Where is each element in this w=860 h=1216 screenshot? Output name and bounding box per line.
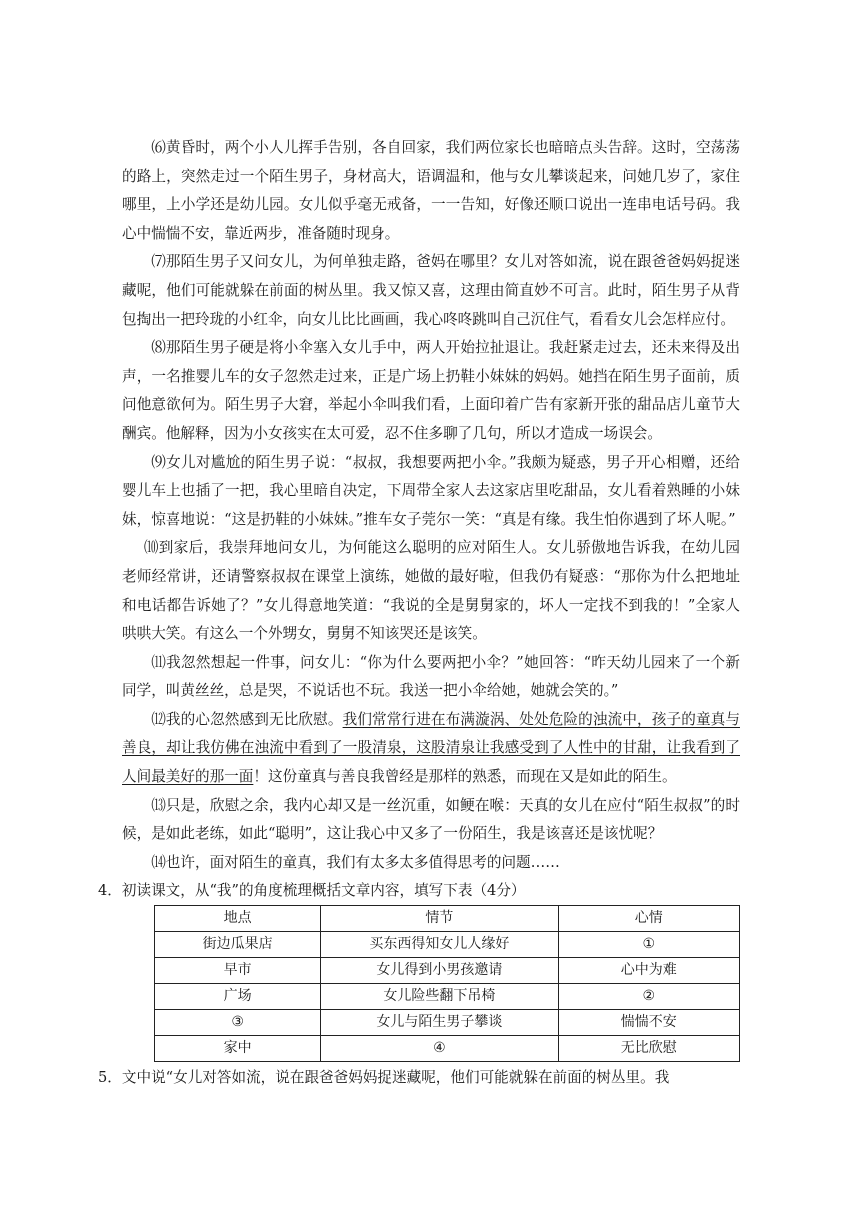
table-cell: 女儿险些翻下吊椅 [321, 984, 558, 1010]
table-cell: 家中 [155, 1036, 321, 1062]
table-cell: 广场 [155, 984, 321, 1010]
table-row [155, 1036, 740, 1062]
header-location: 地点 [155, 906, 321, 932]
table-cell: 街边瓜果店 [155, 932, 321, 958]
paragraph-12-lead: ⑿我的心忽然感到无比欣慰。 [151, 710, 343, 728]
summary-table [154, 905, 740, 1062]
paragraph-11: ⑾我忽然想起一件事，问女儿：“你为什么要两把小伞？”她回答：“昨天幼儿园来了一个新同学，叫黄丝丝，总是哭，不说话也不玩。我送一把小伞给她，她就会笑的。” [122, 653, 740, 700]
paragraph-9: ⑼女儿对尴尬的陌生男子说：“叔叔，我想要两把小伞。”我颇为疑惑，男子开心相赠，还给婴儿车上也插了一把，我心里暗自决定，下周带全家人去这家店里吃甜品，女儿看着熟睡的小妹妹，惊喜地说：“这是扔鞋的小妹妹。”推车女子莞尔一笑：“真是有缘。我生怕你遇到了坏人呢。” [122, 453, 740, 528]
table-row [155, 984, 740, 1010]
paragraph-12-tail: ！这份童真与善良我曾经是那样的熟悉，而现在又是如此的陌生。 [253, 768, 677, 786]
paragraph-13: ⒀只是，欣慰之余，我内心却又是一丝沉重，如鲠在喉：天真的女儿在应付“陌生叔叔”的时候，是如此老练，如此“聪明”，这让我心中又多了一份陌生，我是该喜还是该忧呢？ [122, 796, 740, 843]
paragraph-10: ⑽到家后，我崇拜地问女儿，为何能这么聪明的应对陌生人。女儿骄傲地告诉我，在幼儿园老师经常讲，还请警察叔叔在课堂上演练，她做的最好啦，但我仍有疑惑：“那你为什么把地址和电话都告诉她了？”女儿得意地笑道：“我说的全是舅舅家的，坏人一定找不到我的！”全家人哄哄大笑。有这么一个外甥女，舅舅不知该哭还是该笑。 [122, 539, 740, 643]
table-row [155, 958, 740, 984]
header-plot: 情节 [321, 906, 558, 932]
header-mood: 心情 [558, 906, 739, 932]
question-5-prompt: 5．文中说“女儿对答如流，说在跟爸爸妈妈捉迷藏呢，他们可能就躲在前面的树丛里。我 [98, 1069, 670, 1087]
question-4-prompt: 4．初读课文，从“我”的角度梳理概括文章内容，填写下表（4分） [98, 882, 526, 900]
paragraph-6: ⑹黄昏时，两个小人儿挥手告别，各自回家，我们两位家长也暗暗点头告辞。这时，空荡荡的路上，突然走过一个陌生男子，身材高大，语调温和，他与女儿攀谈起来，问她几岁了，家住哪里，上小学还是幼儿园。女儿似乎毫无戒备，一一告知，好像还顺口说出一连串电话号码。我心中惴惴不安，靠近两步，准备随时现身。 [122, 139, 740, 242]
paragraph-8: ⑻那陌生男子硬是将小伞塞入女儿手中，两人开始拉扯退让。我赶紧走过去，还未来得及出声，一名推婴儿车的女子忽然走过来，正是广场上扔鞋小妹妹的妈妈。她挡在陌生男子面前，质问他意欲何为。陌生男子大窘，举起小伞叫我们看，上面印着广告有家新开张的甜品店儿童节大酬宾。他解释，因为小女孩实在太可爱，忍不住多聊了几句，所以才造成一场误会。 [122, 339, 740, 442]
paragraph-14: ⒁也许，面对陌生的童真，我们有太多太多值得思考的问题…… [151, 853, 560, 871]
paragraph-12-underlined-sentence: 我们常常行进在布满漩涡、处处危险的浊流中，孩子的童真与善良，却让我仿佛在浊流中看到了一股清泉，这股清泉让我感受到了人性中的甘甜，让我看到了人间最美好的那一面 [122, 710, 740, 786]
table-row [155, 1010, 740, 1036]
table-header-row [155, 906, 740, 932]
table-cell: ② [558, 984, 739, 1010]
table-cell: 心中为难 [558, 958, 739, 984]
table-cell: 女儿与陌生男子攀谈 [321, 1010, 558, 1036]
article-content [98, 134, 740, 1092]
table-cell: 买东西得知女儿人缘好 [321, 932, 558, 958]
table-cell: ③ [155, 1010, 321, 1036]
table-cell: 无比欣慰 [558, 1036, 739, 1062]
table-cell: ① [558, 932, 739, 958]
table-row [155, 932, 740, 958]
table-cell: 早市 [155, 958, 321, 984]
paragraph-12 [122, 706, 740, 792]
table-cell: 惴惴不安 [558, 1010, 739, 1036]
table-cell: 女儿得到小男孩邀请 [321, 958, 558, 984]
table-cell: ④ [321, 1036, 558, 1062]
paragraph-7: ⑺那陌生男子又问女儿，为何单独走路，爸妈在哪里？女儿对答如流，说在跟爸爸妈妈捉迷藏呢，他们可能就躲在前面的树丛里。我又惊又喜，这理由简直妙不可言。此时，陌生男子从背包掏出一把玲珑的小红伞，向女儿比比画画，我心咚咚跳叫自己沉住气，看看女儿会怎样应付。 [122, 253, 740, 328]
